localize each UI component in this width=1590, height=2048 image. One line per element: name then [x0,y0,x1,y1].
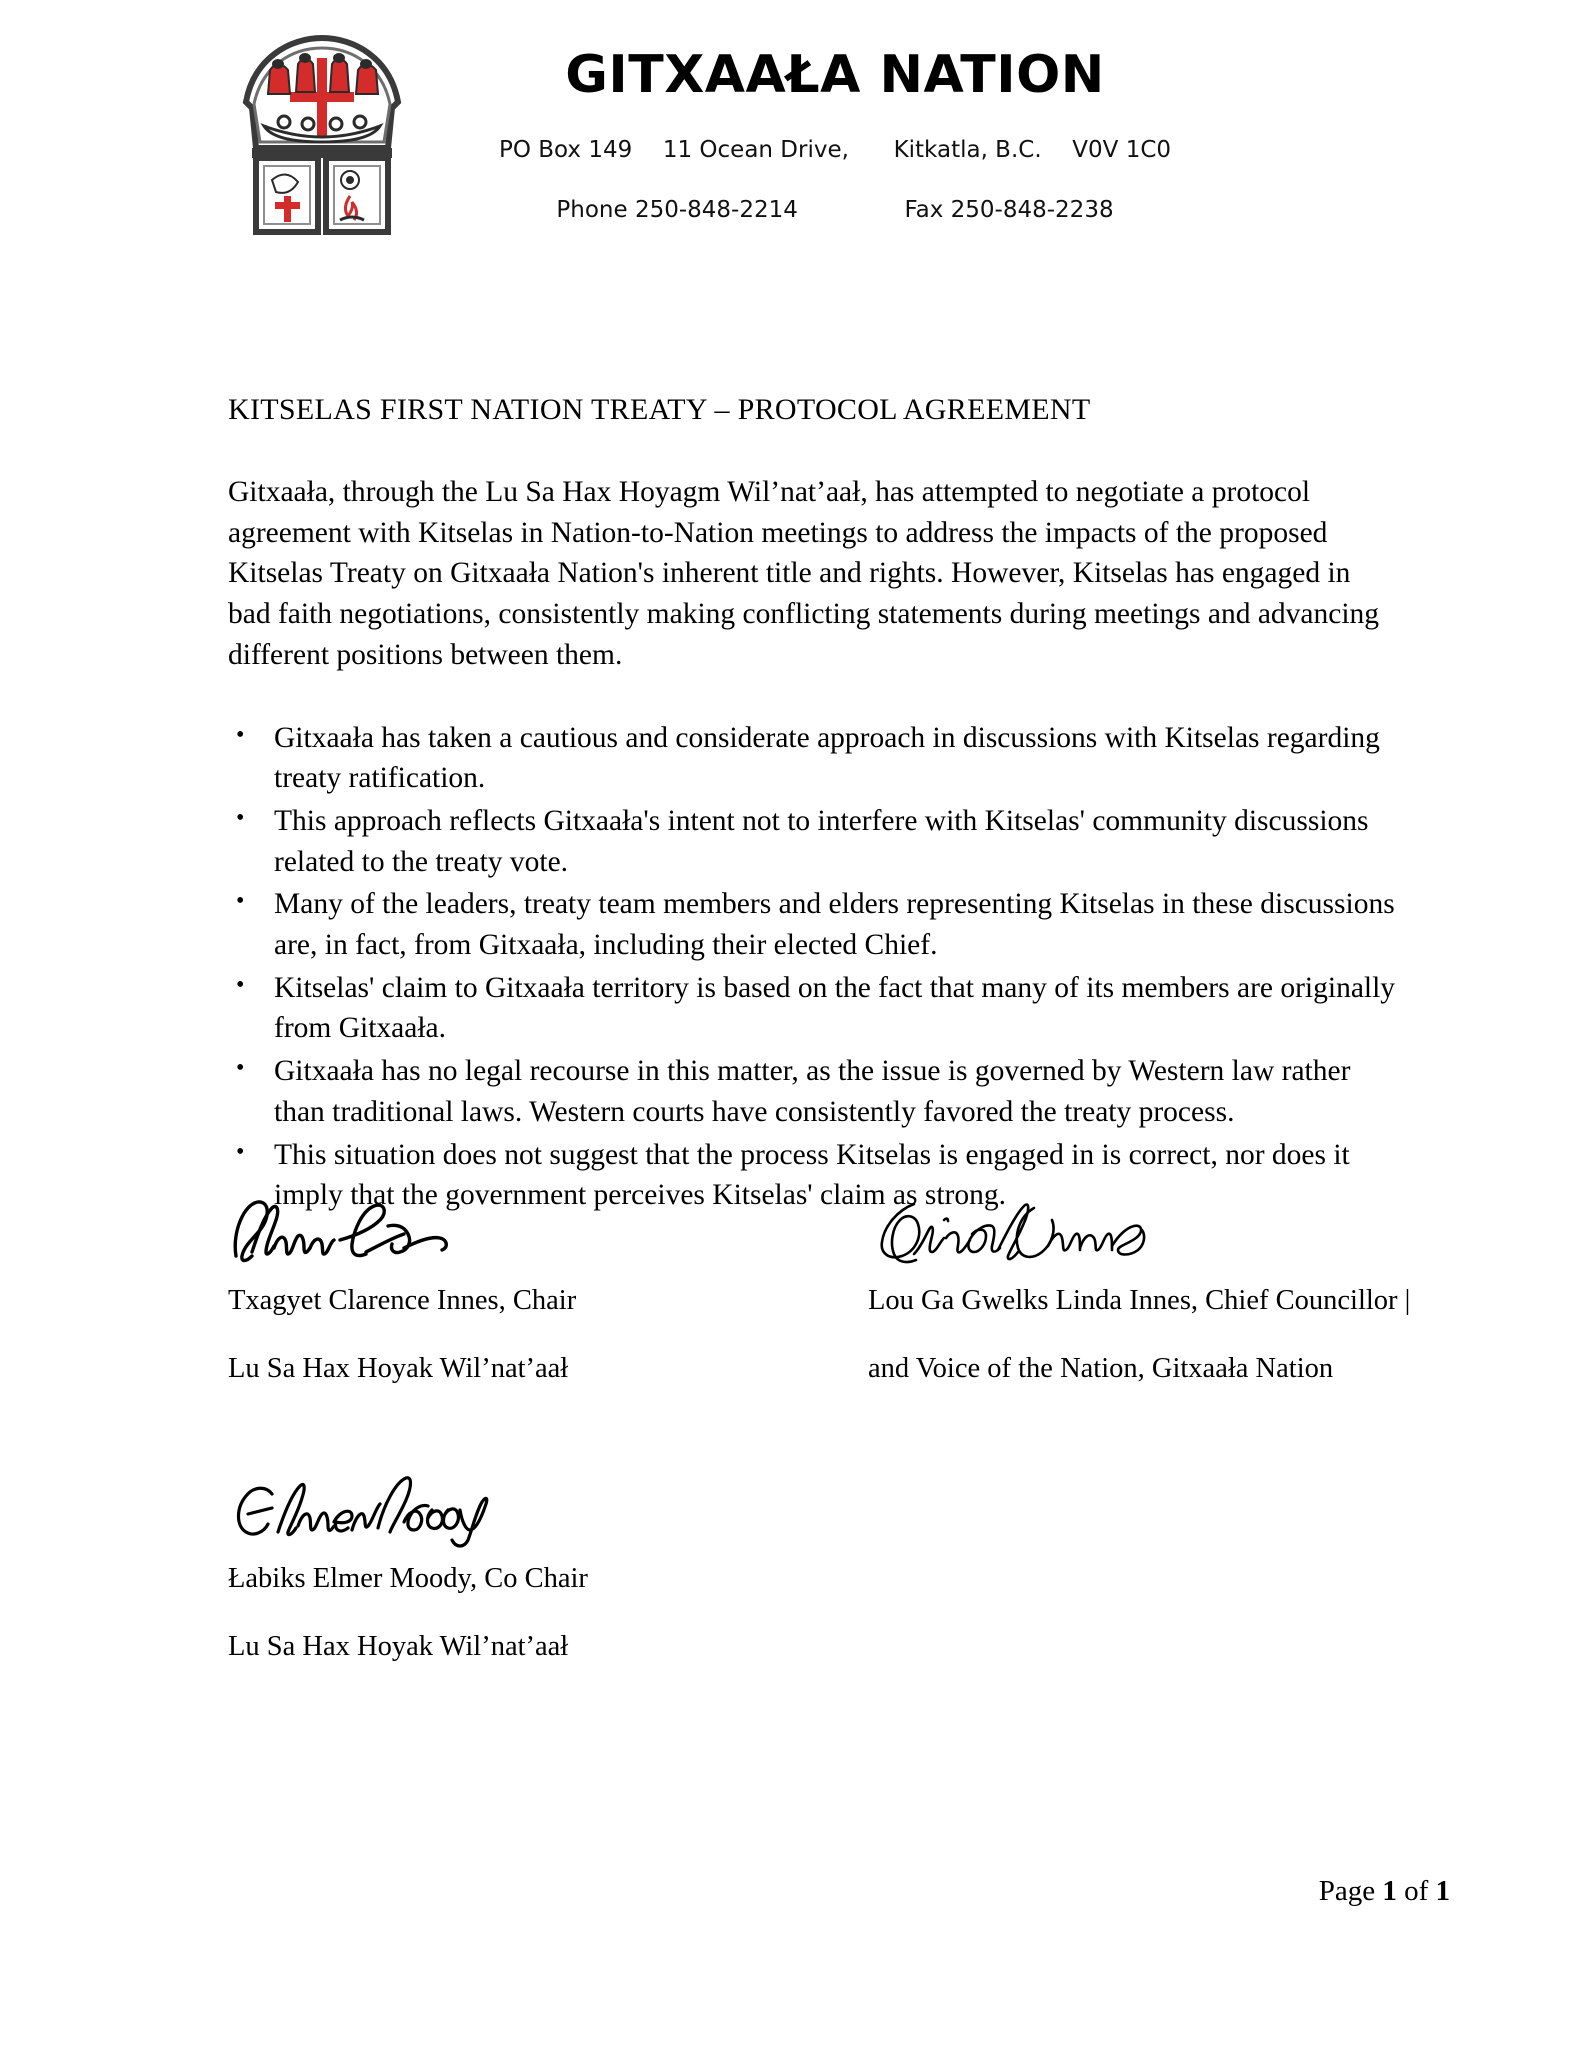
linda-innes-signature-icon [868,1190,1468,1268]
signature-block-clarence-innes [228,1190,788,1389]
letterhead [0,0,1590,300]
page-total: 1 [1435,1875,1450,1907]
signature-name: Lou Ga Gwelks Linda Innes, Chief Councillor | [868,1285,1411,1316]
postal-code: V0V 1C0 [1072,136,1172,163]
document-body [228,392,1396,1218]
list-item: • Gitxaała has no legal recourse in this matter, as the issue is governed by Western law rather than traditional laws. Western courts have consistently favored the treaty process. [228,1051,1396,1132]
address-line [420,137,1250,163]
elmer-moody-signature-icon [228,1468,928,1546]
page-number [1319,1875,1450,1908]
list-item: • Gitxaała has taken a cautious and considerate approach in discussions with Kitselas regarding treaty ratification. [228,718,1396,799]
signature-subtitle: Lu Sa Hax Hoyak Wil’nat’aał [228,1353,569,1385]
fax-number: Fax 250-848-2238 [904,196,1114,223]
clarence-innes-signature-icon [228,1190,788,1268]
signature-block-elmer-moody [228,1468,928,1667]
street-address: 11 Ocean Drive, [662,136,849,163]
list-item: • This approach reflects Gitxaała's intent not to interfere with Kitselas' community discussions related to the treaty vote. [228,801,1396,882]
document-title: KITSELAS FIRST NATION TREATY – PROTOCOL AGREEMENT [228,393,1091,426]
contact-line [420,197,1250,223]
list-item: • Many of the leaders, treaty team members and elders representing Kitselas in these discussions are, in fact, from Gitxaała, including their elected Chief. [228,884,1396,965]
po-box: PO Box 149 [498,136,633,163]
list-item: • This situation does not suggest that the process Kitselas is engaged in is correct, nor does it imply that the government perceives Kitselas' claim as strong. [228,1135,1396,1216]
list-item: • Kitselas' claim to Gitxaała territory is based on the fact that many of its members are originally from Gitxaała. [228,968,1396,1049]
letterhead-text [420,45,1250,223]
signature-name: Txagyet Clarence Innes, Chair [228,1285,577,1316]
signature-block-linda-innes [868,1190,1468,1389]
page-label: Page [1318,1875,1376,1907]
signature-subtitle: Lu Sa Hax Hoyak Wil’nat’aał [228,1631,569,1663]
signature-subtitle: and Voice of the Nation, Gitxaała Nation [868,1353,1334,1385]
organization-title: GITXAAŁA NATION [565,45,1105,105]
page-current: 1 [1382,1875,1397,1907]
intro-paragraph: Gitxaała, through the Lu Sa Hax Hoyagm Wil’nat’aał, has attempted to negotiate a protocol agreement with Kitselas in Nation-to-Nation meetings to address the impacts of the proposed Kitselas Treaty on Gitxaała Nation's inherent title and rights. However, Kitselas has engaged in bad faith negotiations, consistently making conflicting statements during meetings and advancing different positions between them. [228,476,1380,671]
phone-number: Phone 250-848-2214 [556,196,798,223]
signature-name: Łabiks Elmer Moody, Co Chair [228,1563,588,1594]
page-of: of [1404,1875,1429,1907]
gitxaala-nation-crest-icon [232,30,412,235]
bullet-list [228,718,1396,1216]
city-province: Kitkatla, B.C. [893,136,1042,163]
